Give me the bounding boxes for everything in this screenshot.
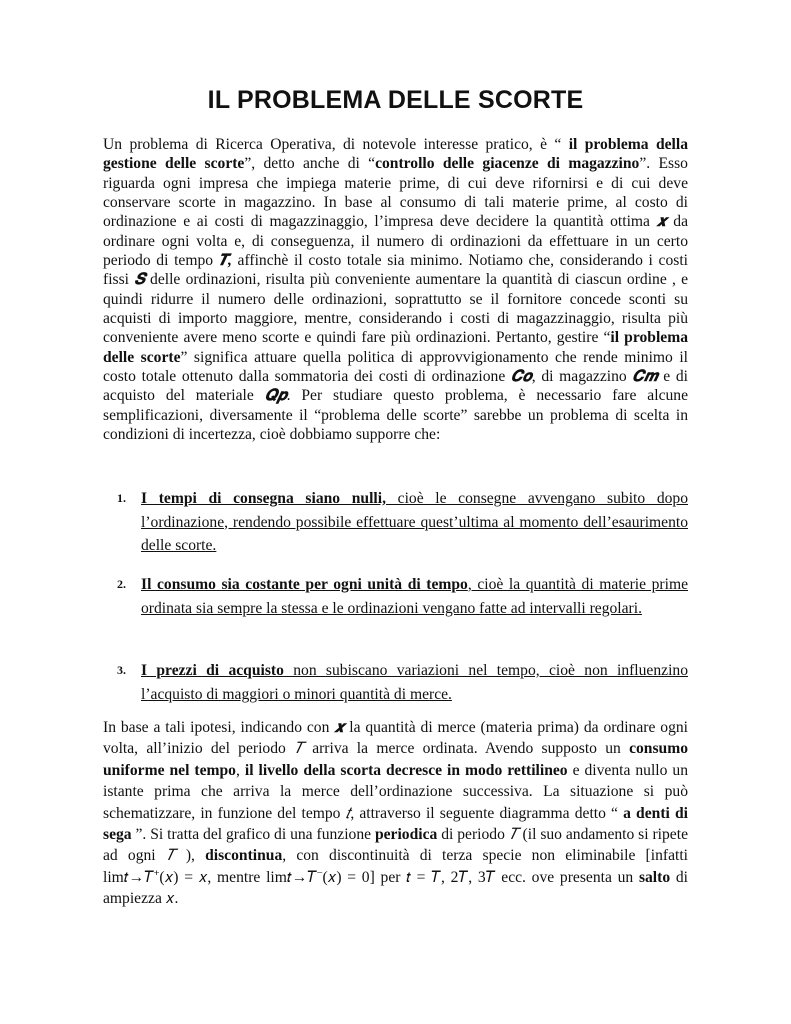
conclusion-bold: salto (638, 868, 671, 886)
math-variable: 𝑺 (134, 271, 145, 289)
math-variable: 𝑸𝒑 (264, 387, 287, 405)
document-title: IL PROBLEMA DELLE SCORTE (207, 86, 584, 114)
intro-text: ” significa attuare quella politica di approvvigionamento che rende minimo il costo totale ottenuto dalla sommatoria dei costi di ordinazione (103, 348, 688, 386)
math-variable: 𝑡 (345, 804, 351, 822)
math-expression: lim𝑡→𝑇⁺(𝑥) = 𝑥, (103, 868, 212, 886)
math-expression: 𝑡 = 𝑇, 2𝑇, 3𝑇 (406, 868, 496, 886)
math-variable: 𝑇 (165, 847, 176, 865)
conclusion-text: In base a tali ipotesi, indicando con (103, 719, 335, 736)
list-number: 3. (117, 663, 126, 677)
list-item-text (141, 573, 688, 620)
intro-text: delle ordinazioni, risulta più conveniente aumentare la quantità di ciascun ordine , e quindi ridurre il numero delle ordinazioni, soprattutto se il fornitore concede sconti su acquisti di importo maggiore, mentre, considerando i costi di magazzinaggio, risulta più conveniente avere meno scorte e quindi fare più ordinazioni. Pertanto, gestire “ (103, 271, 688, 347)
intro-text: affinchè il costo totale sia minimo. Notiamo che, considerando i costi fissi (103, 252, 689, 289)
conclusion-text: di ampiezza (103, 868, 688, 908)
math-variable: 𝑇 (508, 826, 519, 844)
conclusion-text: ”. Si tratta del grafico di una funzione (131, 826, 375, 844)
list-number: 2. (117, 577, 126, 591)
math-variable: 𝑪𝒎 (632, 368, 658, 386)
conclusion-text: ecc. ove presenta un (495, 868, 639, 886)
intro-text: Un problema di Ricerca Operativa, di notevole interesse pratico, è “ (103, 136, 569, 153)
list-item-bold: I tempi di consegna siano nulli, (141, 490, 386, 507)
conclusion-text: mentre (211, 868, 267, 886)
conclusion-text: di periodo (437, 826, 509, 844)
conclusion-text: , (235, 761, 245, 779)
intro-text: ”, detto anche di “ (244, 155, 376, 173)
conclusion-paragraph (103, 717, 688, 910)
intro-bold: il problema della gestione delle scorte (103, 136, 688, 173)
math-variable: 𝑻, (218, 252, 232, 270)
intro-text: e di acquisto del materiale (103, 368, 688, 405)
list-item-rest: , cioè la quantità di materie prime ordinata sia sempre la stessa e le ordinazioni vengano fatte ad intervalli regolari. (141, 576, 688, 617)
conclusion-bold: il livello della scorta decresce in modo rettilineo (244, 761, 568, 779)
list-item-bold: I prezzi di acquisto (141, 662, 284, 679)
list-item-rest: non subiscano variazioni nel tempo, cioè non influenzino l’acquisto di maggiori o minori quantità di merce. (141, 662, 688, 703)
intro-text: . Per studiare questo problema, è necessario fare alcune semplificazioni, diversamente il “problema delle scorte” sarebbe un problema di scelta in condizioni di incertezza, cioè dobbiamo supporre che: (103, 387, 689, 444)
intro-bold: controllo delle giacenze di magazzino (375, 155, 640, 173)
list-item-text (141, 487, 688, 558)
math-variable: 𝒙 (656, 213, 667, 231)
list-number: 1. (117, 491, 126, 505)
list-item-bold: Il consumo sia costante per ogni unità di tempo (141, 576, 468, 593)
math-variable: 𝒙 (334, 719, 345, 736)
math-variable: 𝑪𝒐 (510, 368, 532, 386)
math-expression: lim𝑡→𝑇⁻(𝑥) = 0] (266, 868, 375, 886)
conclusion-bold: consumo uniforme nel tempo (103, 740, 688, 779)
conclusion-text: (il suo andamento si ripete ad ogni (103, 826, 688, 865)
conclusion-text: , con discontinuità di terza specie non eliminabile [infatti (282, 847, 688, 865)
conclusion-text: arriva la merce ordinata. Avendo supposto un (303, 740, 630, 758)
intro-text: , di magazzino (531, 368, 633, 386)
list-item-text (141, 659, 688, 706)
conclusion-bold: a denti di sega (103, 804, 688, 844)
conclusion-text: la quantità di merce (materia prima) da ordinare ogni volta, all’inizio del periodo (103, 719, 689, 758)
conclusion-bold: discontinua (205, 847, 283, 865)
intro-text: ”. Esso riguarda ogni impresa che impiega materie prime, di cui deve rifornirsi e di cui deve conservare scorte in magazzino. In base al consumo di tali materie prime, al costo di ordinazione e ai costi di magazzinaggio, l’impresa deve decidere la quantità ottima (103, 155, 688, 231)
intro-paragraph (103, 135, 688, 445)
math-expression: 𝑥. (165, 890, 179, 908)
conclusion-text: , attraverso il seguente diagramma detto “ (350, 804, 624, 822)
intro-bold: il problema delle scorte (103, 329, 689, 366)
conclusion-text: e diventa nullo un istante prima che arriva la merce dell’ordinazione successiva. La situazione si può schematizzare, in funzione del tempo (103, 761, 689, 822)
list-item-rest: cioè le consegne avvengano subito dopo l’ordinazione, rendendo possibile effettuare quest’ultima al momento dell’esaurimento delle scorte. (141, 490, 689, 554)
conclusion-bold: periodica (374, 826, 438, 844)
conclusion-text: ), (175, 847, 206, 865)
conclusion-text: per (374, 868, 407, 886)
math-variable: 𝑇 (294, 740, 304, 758)
intro-text: da ordinare ogni volta e, di conseguenza, il numero di ordinazioni da effettuare in un certo periodo di tempo (103, 213, 688, 270)
